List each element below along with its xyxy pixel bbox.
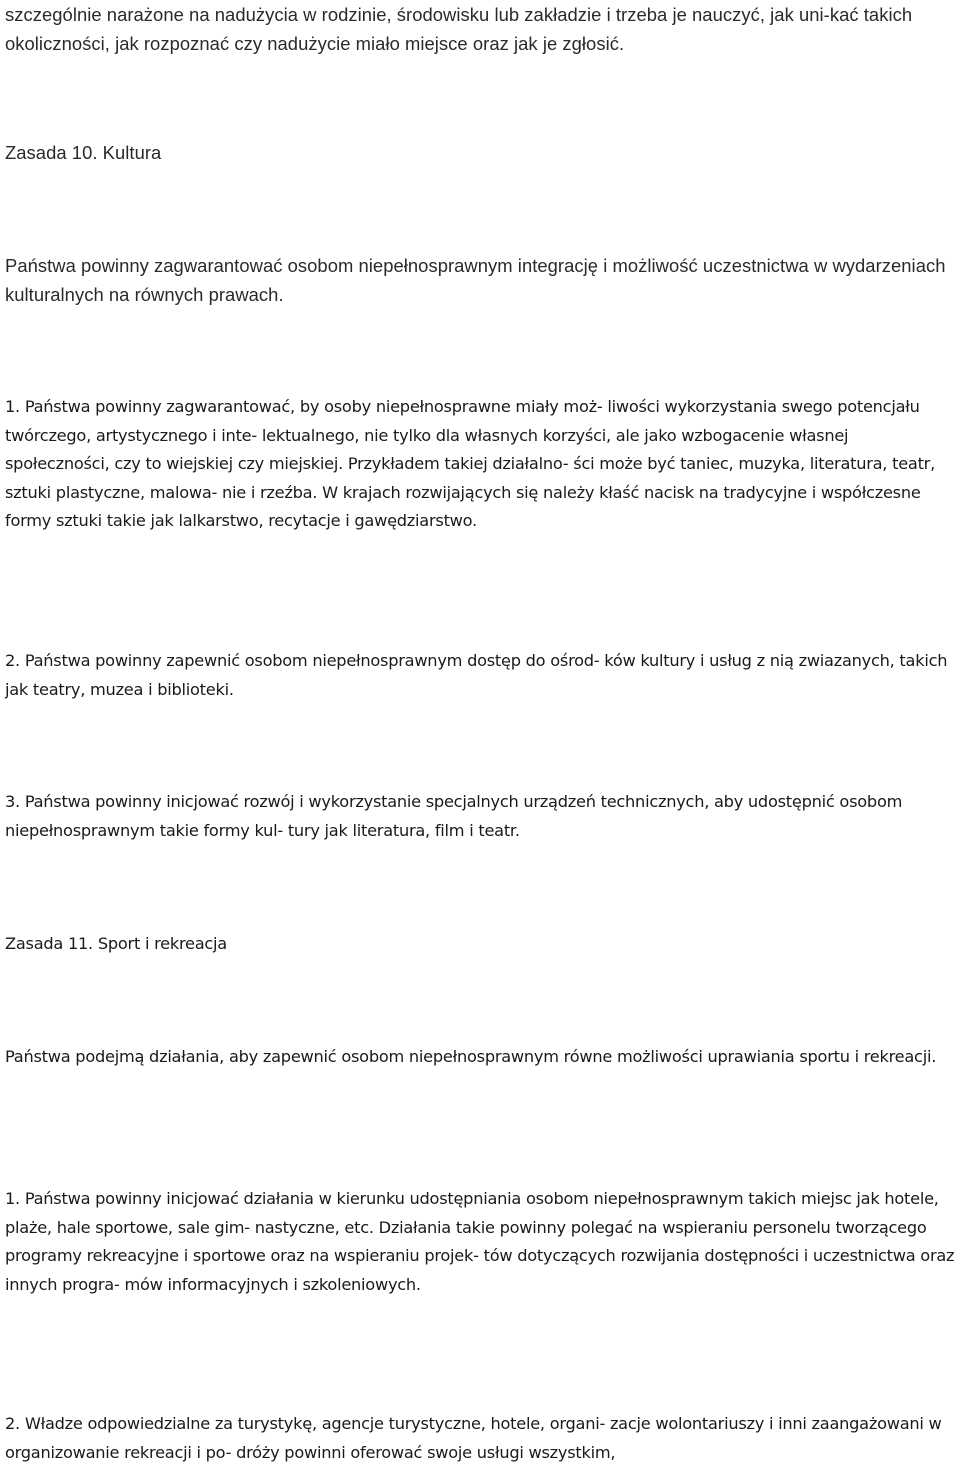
rule10-item-2: 2. Państwa powinny zapewnić osobom niepełnosprawnym dostęp do ośrod- ków kultury i usług z nią zwiazanych, takich jak teatry, muzea i biblioteki.: [5, 651, 948, 699]
rule10-item-1: 1. Państwa powinny zagwarantować, by osoby niepełnosprawne miały moż- liwości wykorzystania swego potencjału twórczego, artystycznego i inte- lektualnego, nie tylko dla własnych korzyści, ale jako wzbogacenie własnej społeczności, czy to wiejskiej czy miejskiej. Przykładem takiej działalno- ści może być taniec, muzyka, literatura, teatr, sztuki plastyczne, malowa- nie i rzeźba. W krajach rozwijających się należy kłaść nacisk na tradycyjne i współczesne formy sztuki takie jak lalkarstwo, recytacje i gawędziarstwo.: [5, 397, 935, 530]
rule10-heading: Zasada 10. Kultura: [5, 142, 162, 163]
rule11-item-2: 2. Władze odpowiedzialne za turystykę, agencje turystyczne, hotele, organi- zacje wolontariuszy i inni zaangażowani w organizowanie rekreacji i po- dróży powinni oferować swoje usługi wszystkim,: [5, 1414, 942, 1462]
rule11-lead: Państwa podejmą działania, aby zapewnić osobom niepełnosprawnym równe możliwości uprawiania sportu i rekreacji.: [5, 1047, 937, 1066]
intro-paragraph: szczególnie narażone na nadużycia w rodzinie, środowisku lub zakładzie i trzeba je nauczyć, jak uni-kać takich okoliczności, jak rozpoznać czy nadużycie miało miejsce oraz jak je zgłosić.: [5, 4, 913, 54]
rule11-heading: Zasada 11. Sport i rekreacja: [5, 934, 227, 953]
rule11-item-1: 1. Państwa powinny inicjować działania w kierunku udostępniania osobom niepełnosprawnym takich miejsc jak hotele, plaże, hale sportowe, sale gim- nastyczne, etc. Działania takie powinny polegać na wspieraniu personelu tworzącego programy rekreacyjne i sportowe oraz na wspieraniu projek- tów dotyczących rozwijania dostępności i uczestnictwa oraz innych progra- mów informacyjnych i szkoleniowych.: [5, 1189, 955, 1294]
rule10-item-3: 3. Państwa powinny inicjować rozwój i wykorzystanie specjalnych urządzeń technicznych, aby udostępnić osobom niepełnosprawnym takie formy kul- tury jak literatura, film i teatr.: [5, 792, 903, 840]
rule10-lead: Państwa powinny zagwarantować osobom niepełnosprawnym integrację i możliwość uczestnictwa w wydarzeniach kulturalnych na równych prawach.: [5, 255, 946, 305]
